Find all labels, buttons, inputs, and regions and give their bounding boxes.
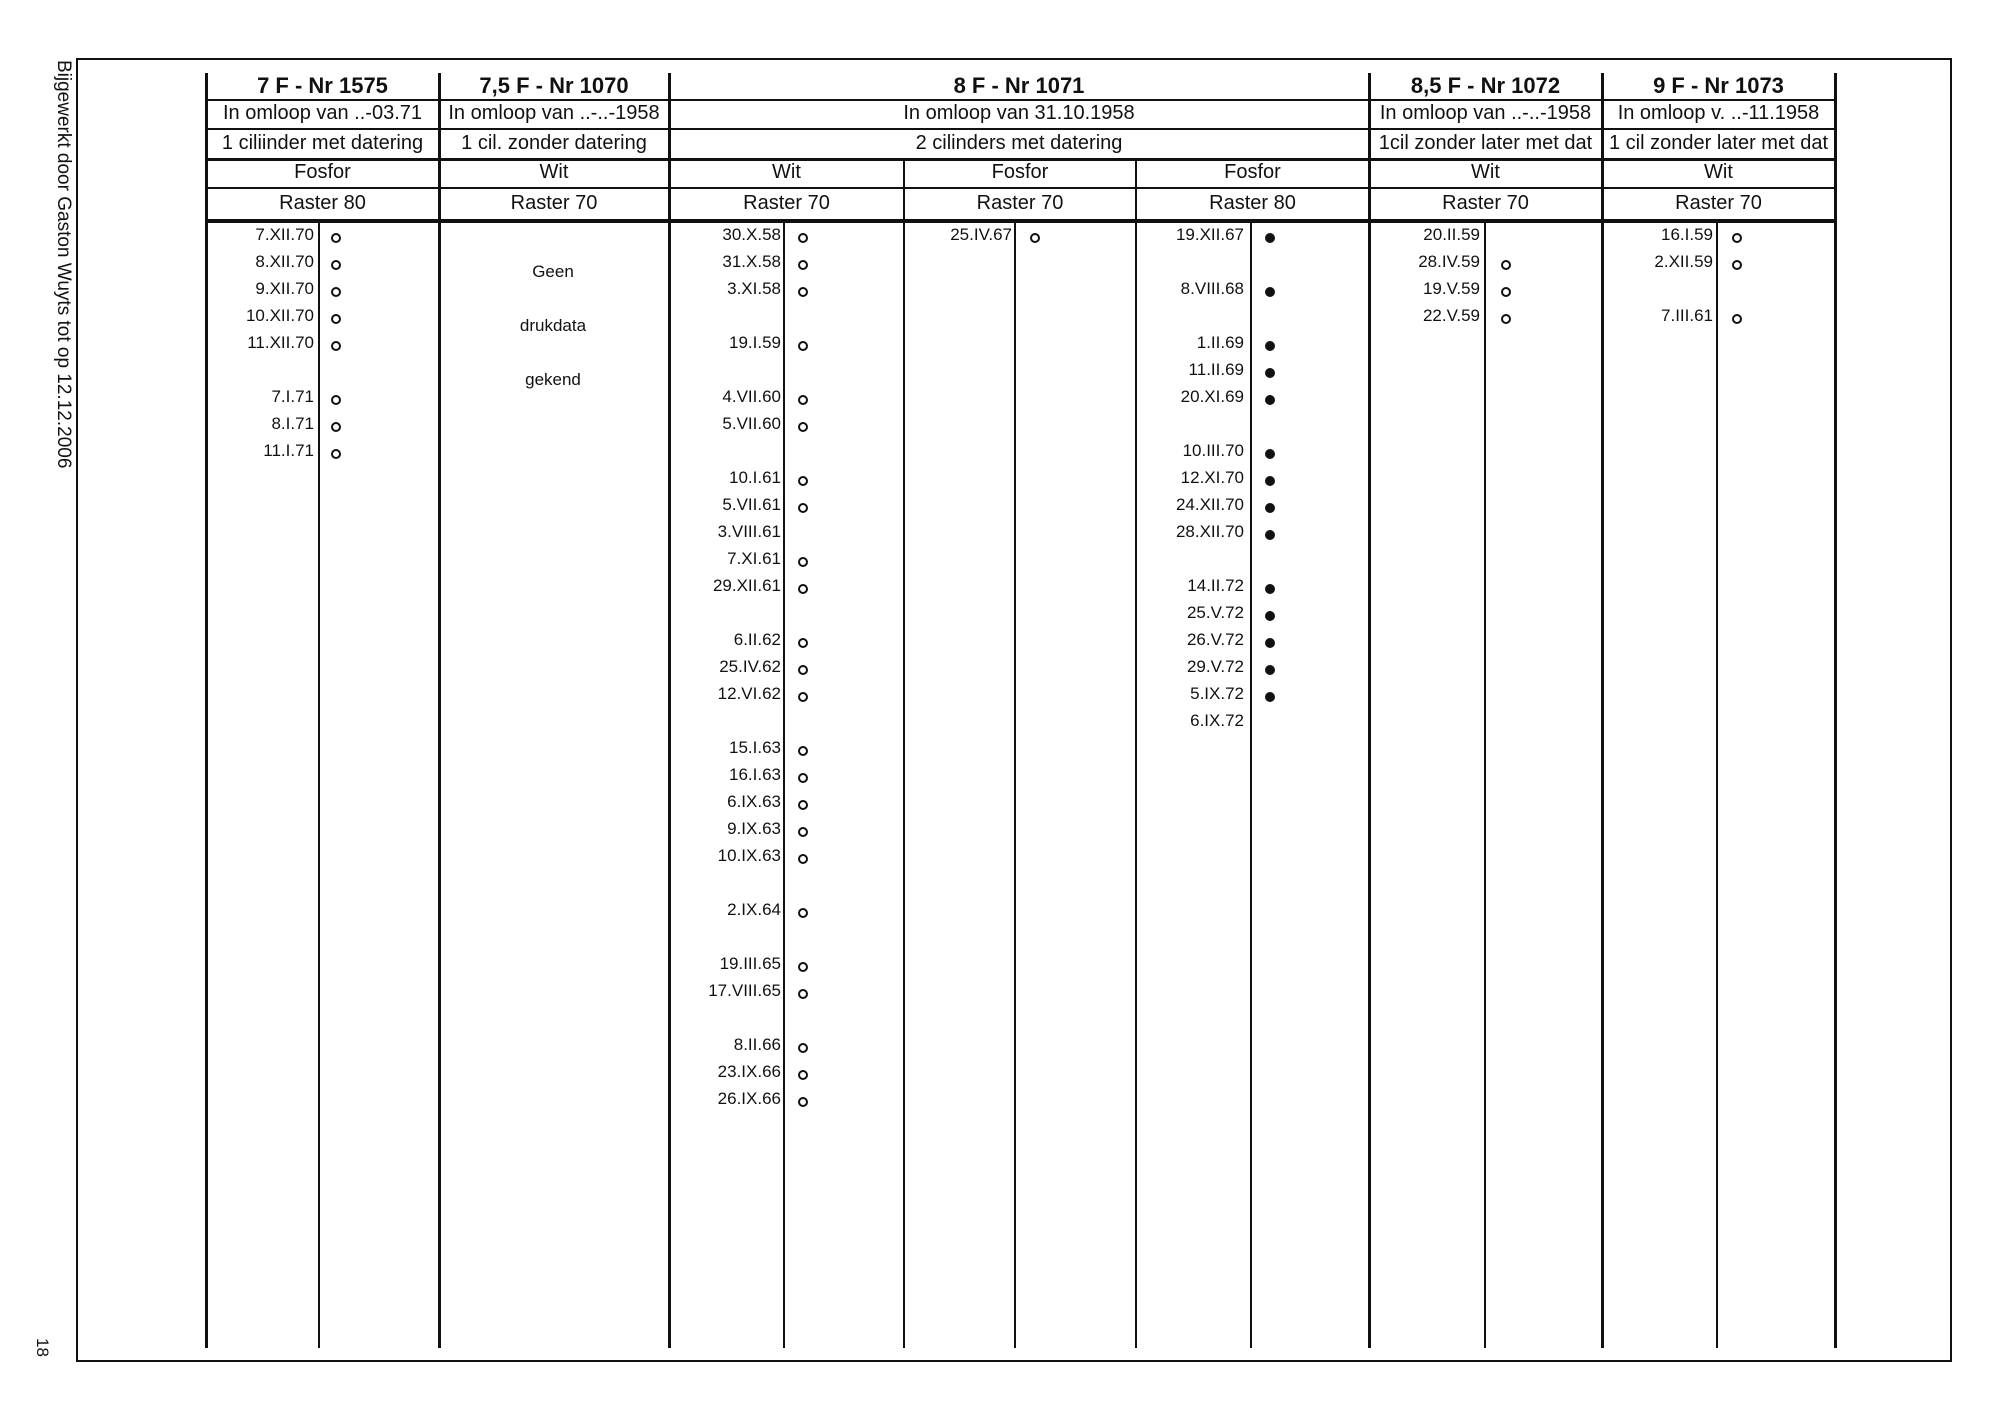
date-entry: 15.I.63 xyxy=(729,738,781,757)
date-entry: 6.IX.63 xyxy=(727,792,781,811)
date-entry: 11.XII.70 xyxy=(247,333,314,352)
filled-dot-icon xyxy=(1265,692,1275,702)
open-circle-icon xyxy=(798,584,808,594)
date-entry: 11.II.69 xyxy=(1188,360,1244,379)
date-entry: 8.II.66 xyxy=(733,1035,781,1054)
subheader-paper: Wit xyxy=(539,161,569,183)
note-text: Geen xyxy=(532,262,574,281)
date-entry: 28.IV.59 xyxy=(1418,252,1480,271)
open-circle-icon xyxy=(331,287,341,297)
date-entry: 24.XII.70 xyxy=(1175,495,1244,514)
filled-dot-icon xyxy=(1265,611,1275,621)
header-title: 9 F - Nr 1073 xyxy=(1653,73,1784,98)
filled-dot-icon xyxy=(1265,584,1275,594)
column-rule xyxy=(1834,73,1837,1348)
open-circle-icon xyxy=(798,692,808,702)
date-entry: 12.VI.62 xyxy=(717,684,781,703)
date-entry: 16.I.63 xyxy=(729,765,781,784)
note-text: drukdata xyxy=(519,316,587,335)
open-circle-icon xyxy=(798,1043,808,1053)
date-entry: 20.II.59 xyxy=(1423,225,1480,244)
note-text: gekend xyxy=(525,370,581,389)
column-rule xyxy=(903,158,905,1348)
date-entry: 5.IX.72 xyxy=(1190,684,1244,703)
subheader-raster: Raster 80 xyxy=(279,192,366,214)
filled-dot-icon xyxy=(1265,638,1275,648)
filled-dot-icon xyxy=(1265,341,1275,351)
date-entry: 25.IV.67 xyxy=(950,225,1012,244)
date-entry: 9.XII.70 xyxy=(255,279,314,298)
date-entry: 30.X.58 xyxy=(722,225,781,244)
date-entry: 11.I.71 xyxy=(263,441,314,460)
side-note: Bijgewerkt door Gaston Wuyts tot op 12.12.2006 xyxy=(53,60,74,469)
filled-dot-icon xyxy=(1265,449,1275,459)
open-circle-icon xyxy=(1732,314,1742,324)
header-circulation: In omloop van ..-03.71 xyxy=(222,102,422,124)
open-circle-icon xyxy=(798,422,808,432)
open-circle-icon xyxy=(798,260,808,270)
column-rule xyxy=(318,219,320,1348)
open-circle-icon xyxy=(798,1070,808,1080)
open-circle-icon xyxy=(1501,314,1511,324)
subheader-raster: Raster 70 xyxy=(1442,192,1529,214)
open-circle-icon xyxy=(798,989,808,999)
open-circle-icon xyxy=(798,341,808,351)
filled-dot-icon xyxy=(1265,233,1275,243)
date-entry: 25.V.72 xyxy=(1186,603,1244,622)
column-rule xyxy=(1484,219,1486,1348)
subheader-paper: Fosfor xyxy=(991,161,1049,183)
column-rule xyxy=(1368,73,1371,1348)
open-circle-icon xyxy=(331,341,341,351)
date-entry: 2.IX.64 xyxy=(727,900,781,919)
header-circulation: In omloop van ..-..-1958 xyxy=(448,102,660,124)
date-entry: 31.X.58 xyxy=(722,252,781,271)
filled-dot-icon xyxy=(1265,530,1275,540)
open-circle-icon xyxy=(798,962,808,972)
open-circle-icon xyxy=(798,854,808,864)
date-entry: 7.III.61 xyxy=(1661,306,1713,325)
filled-dot-icon xyxy=(1265,665,1275,675)
open-circle-icon xyxy=(798,233,808,243)
header-cylinders: 1 ciliinder met datering xyxy=(221,131,424,154)
open-circle-icon xyxy=(331,260,341,270)
open-circle-icon xyxy=(798,665,808,675)
header-cylinders: 1 cil. zonder datering xyxy=(461,131,647,154)
column-rule xyxy=(1601,73,1604,1348)
subheader-raster: Raster 70 xyxy=(976,192,1064,214)
date-entry: 10.IX.63 xyxy=(717,846,781,865)
date-entry: 17.VIII.65 xyxy=(708,981,781,1000)
date-entry: 10.I.61 xyxy=(729,468,781,487)
filled-dot-icon xyxy=(1265,395,1275,405)
date-entry: 14.II.72 xyxy=(1187,576,1244,595)
open-circle-icon xyxy=(798,638,808,648)
subheader-paper: Wit xyxy=(1704,161,1733,183)
header-title: 8 F - Nr 1071 xyxy=(953,73,1085,98)
open-circle-icon xyxy=(331,314,341,324)
column-rule xyxy=(668,73,671,1348)
date-entry: 22.V.59 xyxy=(1422,306,1480,325)
header-circulation: In omloop v. ..-11.1958 xyxy=(1617,102,1820,124)
column-rule xyxy=(1135,158,1137,1348)
date-entry: 28.XII.70 xyxy=(1175,522,1244,541)
date-entry: 29.XII.61 xyxy=(712,576,781,595)
header-title: 7,5 F - Nr 1070 xyxy=(479,73,629,98)
date-entry: 4.VII.60 xyxy=(722,387,781,406)
column-rule xyxy=(1716,219,1718,1348)
open-circle-icon xyxy=(1030,233,1040,243)
date-entry: 7.XII.70 xyxy=(255,225,314,244)
open-circle-icon xyxy=(798,800,808,810)
date-entry: 6.IX.72 xyxy=(1190,711,1244,730)
header-circulation: In omloop van 31.10.1958 xyxy=(903,102,1135,124)
date-entry: 20.XI.69 xyxy=(1180,387,1244,406)
open-circle-icon xyxy=(331,449,341,459)
open-circle-icon xyxy=(1732,233,1742,243)
header-cylinders: 2 cilinders met datering xyxy=(915,131,1123,154)
date-entry: 19.III.65 xyxy=(719,954,781,973)
date-entry: 9.IX.63 xyxy=(727,819,781,838)
filled-dot-icon xyxy=(1265,287,1275,297)
subheader-raster: Raster 70 xyxy=(1675,192,1762,214)
column-rule xyxy=(438,73,441,1348)
open-circle-icon xyxy=(798,746,808,756)
subheader-paper: Wit xyxy=(772,161,801,183)
date-entry: 8.VIII.68 xyxy=(1180,279,1244,298)
date-entry: 26.IX.66 xyxy=(717,1089,781,1108)
header-cylinders: 1cil zonder later met dat xyxy=(1378,131,1593,154)
header-title: 7 F - Nr 1575 xyxy=(257,73,388,98)
open-circle-icon xyxy=(798,1097,808,1107)
open-circle-icon xyxy=(798,908,808,918)
subheader-raster: Raster 70 xyxy=(510,192,598,214)
date-entry: 10.III.70 xyxy=(1182,441,1244,460)
subheader-raster: Raster 80 xyxy=(1209,192,1296,214)
filled-dot-icon xyxy=(1265,503,1275,513)
date-entry: 6.II.62 xyxy=(733,630,781,649)
date-entry: 19.V.59 xyxy=(1422,279,1480,298)
date-entry: 7.I.71 xyxy=(271,387,314,406)
column-rule xyxy=(1250,219,1252,1348)
date-entry: 1.II.69 xyxy=(1196,333,1244,352)
date-entry: 19.I.59 xyxy=(729,333,781,352)
date-entry: 3.VIII.61 xyxy=(717,522,781,541)
date-entry: 8.XII.70 xyxy=(255,252,314,271)
date-entry: 19.XII.67 xyxy=(1175,225,1244,244)
column-rule xyxy=(783,219,785,1348)
date-entry: 7.XI.61 xyxy=(727,549,781,568)
open-circle-icon xyxy=(798,287,808,297)
date-entry: 5.VII.61 xyxy=(722,495,781,514)
open-circle-icon xyxy=(331,422,341,432)
date-entry: 25.IV.62 xyxy=(719,657,781,676)
open-circle-icon xyxy=(331,395,341,405)
open-circle-icon xyxy=(798,773,808,783)
open-circle-icon xyxy=(331,233,341,243)
open-circle-icon xyxy=(798,557,808,567)
open-circle-icon xyxy=(1501,260,1511,270)
row-rule xyxy=(205,219,1834,223)
column-rule xyxy=(1014,219,1016,1348)
date-entry: 5.VII.60 xyxy=(722,414,781,433)
subheader-paper: Fosfor xyxy=(294,161,351,183)
page-number: 18 xyxy=(33,1338,52,1357)
filled-dot-icon xyxy=(1265,368,1275,378)
header-cylinders: 1 cil zonder later met dat xyxy=(1609,131,1828,154)
subheader-raster: Raster 70 xyxy=(743,192,830,214)
open-circle-icon xyxy=(798,395,808,405)
open-circle-icon xyxy=(798,476,808,486)
date-entry: 8.I.71 xyxy=(271,414,314,433)
open-circle-icon xyxy=(1732,260,1742,270)
date-entry: 16.I.59 xyxy=(1661,225,1713,244)
date-entry: 2.XII.59 xyxy=(1654,252,1713,271)
header-circulation: In omloop van ..-..-1958 xyxy=(1379,102,1592,124)
subheader-paper: Wit xyxy=(1471,161,1500,183)
open-circle-icon xyxy=(1501,287,1511,297)
subheader-paper: Fosfor xyxy=(1224,161,1281,183)
open-circle-icon xyxy=(798,827,808,837)
date-entry: 10.XII.70 xyxy=(245,306,314,325)
filled-dot-icon xyxy=(1265,476,1275,486)
open-circle-icon xyxy=(798,503,808,513)
date-entry: 29.V.72 xyxy=(1186,657,1244,676)
date-entry: 12.XI.70 xyxy=(1180,468,1244,487)
date-entry: 26.V.72 xyxy=(1186,630,1244,649)
date-entry: 23.IX.66 xyxy=(717,1062,781,1081)
header-title: 8,5 F - Nr 1072 xyxy=(1410,73,1561,98)
date-entry: 3.XI.58 xyxy=(727,279,781,298)
